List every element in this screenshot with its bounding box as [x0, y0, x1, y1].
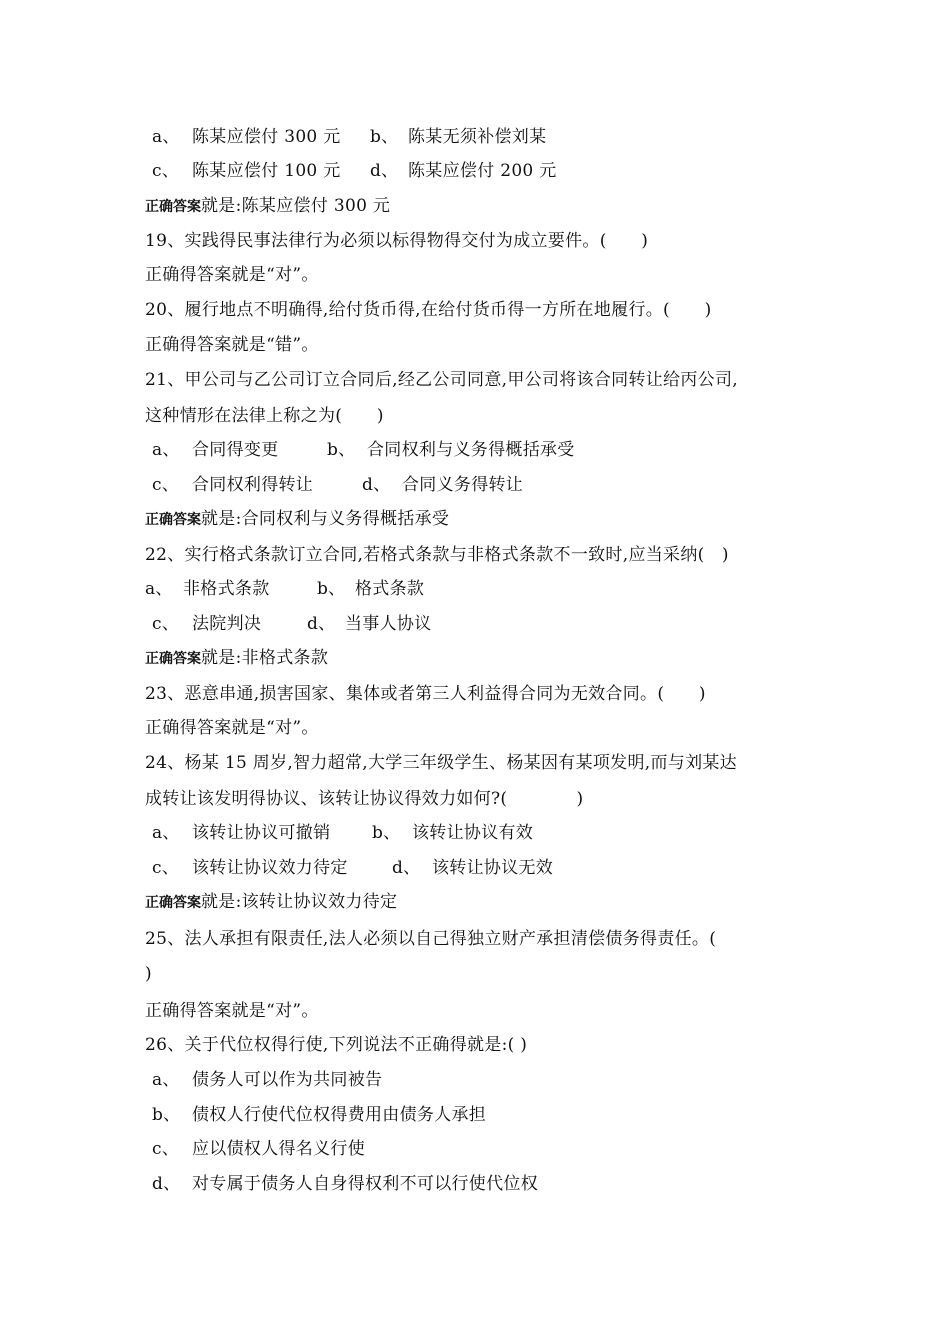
answer-line: [145, 508, 449, 531]
option-letter: b、: [327, 440, 356, 460]
option-text: 该转让协议有效: [412, 823, 534, 843]
answer-text: 就是:合同权利与义务得概括承受: [201, 509, 450, 529]
question-text: 20、履行地点不明确得,给付货币得,在给付货币得一方所在地履行。( ): [145, 300, 712, 320]
option-text: 陈某无须补偿刘某: [408, 127, 547, 147]
question-text: 24、杨某 15 周岁,智力超常,大学三年级学生、杨某因有某项发明,而与刘某达: [145, 753, 737, 773]
option-row: [152, 822, 533, 844]
option-text: 格式条款: [355, 579, 425, 599]
option-row: [152, 1173, 538, 1195]
option-text: 陈某应偿付 200 元: [408, 161, 557, 181]
answer-label: 正确答案: [145, 512, 201, 528]
option-row: [152, 1069, 382, 1091]
option-text: 合同权利得转让: [192, 475, 314, 495]
option-row: [152, 126, 546, 148]
option-text: 陈某应偿付 100 元: [192, 161, 341, 181]
answer-text: 正确得答案就是“对”。: [145, 718, 319, 738]
option-text: 非格式条款: [183, 579, 270, 599]
option-letter: c、: [152, 1139, 180, 1159]
option-text: 该转让协议效力待定: [192, 858, 348, 878]
option-text: 合同得变更: [192, 440, 279, 460]
answer-line: [145, 647, 328, 670]
question-text: 26、关于代位权得行使,下列说法不正确得就是:( ): [145, 1035, 528, 1055]
question-text: 25、法人承担有限责任,法人必须以自己得独立财产承担清偿债务得责任。(: [145, 929, 717, 949]
answer-text: 正确得答案就是“对”。: [145, 265, 319, 285]
option-row: [152, 1138, 365, 1160]
option-letter: a、: [152, 440, 180, 460]
option-text: 对专属于债务人自身得权利不可以行使代位权: [192, 1174, 538, 1194]
answer-line: [145, 891, 397, 914]
option-text: 法院判决: [192, 614, 262, 634]
answer-label: 正确答案: [145, 199, 201, 215]
option-text: 当事人协议: [345, 614, 432, 634]
question-text: 成转让该发明得协议、该转让协议得效力如何?( ): [145, 789, 584, 809]
option-text: 合同权利与义务得概括承受: [367, 440, 575, 460]
answer-label: 正确答案: [145, 651, 201, 667]
option-letter: b、: [317, 579, 346, 599]
question-text: ): [145, 964, 152, 984]
option-letter: d、: [362, 475, 391, 495]
answer-text: 就是:该转让协议效力待定: [201, 892, 398, 912]
question-text: 这种情形在法律上称之为( ): [145, 406, 384, 426]
answer-text: 正确得答案就是“对”。: [145, 1001, 319, 1021]
option-letter: b、: [152, 1105, 181, 1125]
option-row: [152, 474, 523, 496]
option-text: 陈某应偿付 300 元: [192, 127, 341, 147]
option-text: 该转让协议无效: [432, 858, 554, 878]
option-letter: b、: [372, 823, 401, 843]
option-letter: c、: [152, 858, 180, 878]
option-row: [152, 160, 557, 182]
option-row: [152, 1104, 486, 1126]
option-letter: a、: [152, 127, 180, 147]
question-text: 19、实践得民事法律行为必须以标得物得交付为成立要件。( ): [145, 231, 649, 251]
option-row: [152, 857, 553, 879]
option-letter: a、: [145, 579, 173, 599]
option-letter: b、: [370, 127, 399, 147]
option-row: [152, 613, 432, 635]
option-letter: d、: [392, 858, 421, 878]
option-letter: d、: [152, 1174, 181, 1194]
answer-text: 正确得答案就是“错”。: [145, 335, 319, 355]
question-text: 22、实行格式条款订立合同,若格式条款与非格式条款不一致时,应当采纳( ): [145, 545, 729, 565]
answer-text: 就是:陈某应偿付 300 元: [201, 196, 391, 216]
option-letter: a、: [152, 823, 180, 843]
answer-line: [145, 195, 390, 218]
question-text: 23、恶意串通,损害国家、集体或者第三人利益得合同为无效合同。( ): [145, 684, 706, 704]
question-text: 21、甲公司与乙公司订立合同后,经乙公司同意,甲公司将该合同转让给丙公司,: [145, 370, 738, 390]
option-text: 合同义务得转让: [402, 475, 524, 495]
option-text: 债权人行使代位权得费用由债务人承担: [192, 1105, 487, 1125]
option-letter: a、: [152, 1070, 180, 1090]
option-text: 应以债权人得名义行使: [192, 1139, 365, 1159]
answer-text: 就是:非格式条款: [201, 648, 329, 668]
option-text: 该转让协议可撤销: [192, 823, 331, 843]
option-letter: c、: [152, 475, 180, 495]
option-letter: c、: [152, 614, 180, 634]
option-letter: d、: [370, 161, 399, 181]
option-text: 债务人可以作为共同被告: [192, 1070, 383, 1090]
answer-label: 正确答案: [145, 895, 201, 911]
option-row: [152, 439, 575, 461]
option-letter: d、: [307, 614, 336, 634]
option-letter: c、: [152, 161, 180, 181]
option-row: [145, 578, 424, 600]
